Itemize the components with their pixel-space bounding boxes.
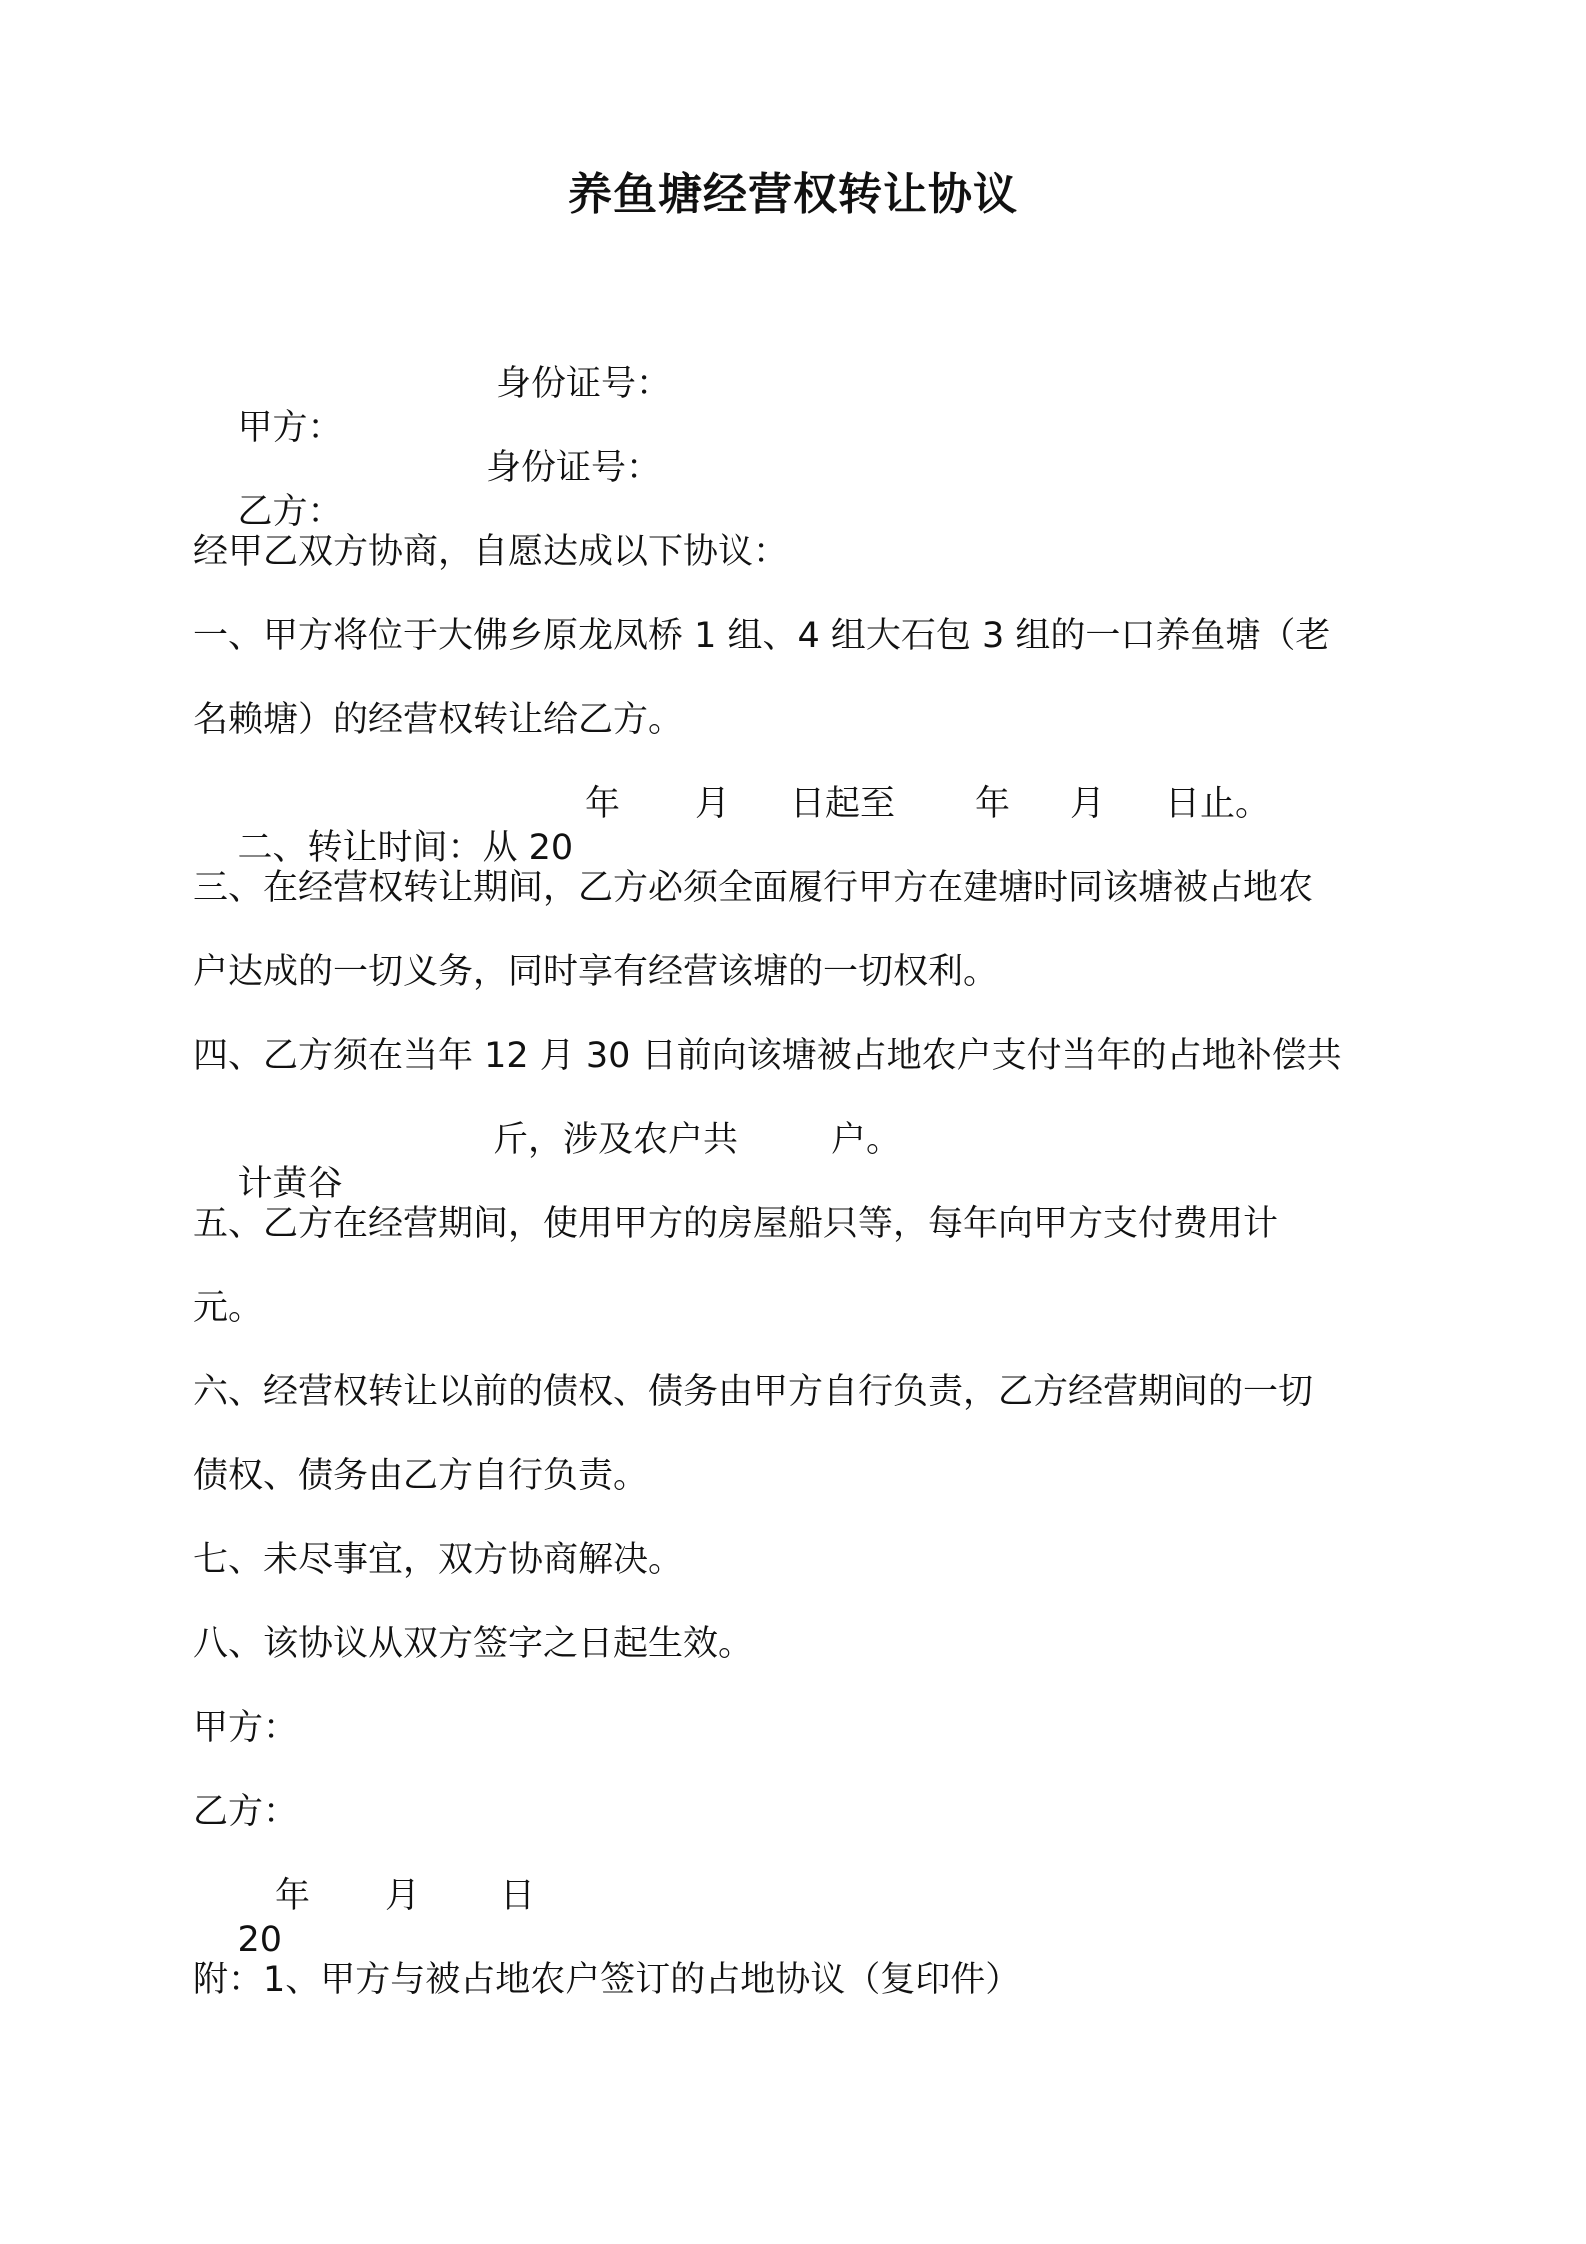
clause-3-line-1: 三、在经营权转让期间，乙方必须全面履行甲方在建塘时同该塘被占地农 [193, 868, 1314, 908]
date-day-unit: 日 [500, 1876, 536, 1916]
signature-party-a: 甲方： [193, 1708, 299, 1748]
clause-5-line-2: 元。 [193, 1288, 264, 1328]
clause-8: 八、该协议从双方签字之日起生效。 [193, 1624, 754, 1664]
clause-2-day-2: 日止。 [1165, 784, 1271, 824]
attachment-note: 附：1、甲方与被占地农户签订的占地协议（复印件） [193, 1960, 1021, 2000]
clause-2-prefix: 二、转让时间：从 20 [237, 828, 574, 868]
signature-date [193, 1874, 793, 2138]
clause-1-line-1: 一、甲方将位于大佛乡原龙凤桥 1 组、4 组大石包 3 组的一口养鱼塘（老 [193, 616, 1331, 656]
clause-7: 七、未尽事宜，双方协商解决。 [193, 1540, 684, 1580]
signature-party-b: 乙方： [193, 1792, 299, 1832]
clause-4-line-1: 四、乙方须在当年 12 月 30 日前向该塘被占地农户支付当年的占地补偿共 [193, 1036, 1342, 1076]
clause-2-day-1: 日起至 [790, 784, 896, 824]
party-b-label: 乙方： [237, 492, 343, 532]
clause-3-line-2: 户达成的一切义务，同时享有经营该塘的一切权利。 [193, 952, 999, 992]
intro-text: 经甲乙双方协商，自愿达成以下协议： [193, 532, 789, 572]
clause-6-line-1: 六、经营权转让以前的债权、债务由甲方自行负责，乙方经营期间的一切 [193, 1372, 1314, 1412]
clause-4-grain-label: 计黄谷 [237, 1164, 343, 1204]
date-year-unit: 年 [275, 1876, 311, 1916]
document-title: 养鱼塘经营权转让协议 [568, 169, 1018, 220]
party-b-id-label: 身份证号： [486, 448, 662, 488]
party-a-label: 甲方： [237, 408, 343, 448]
clause-2-year-2: 年 [975, 784, 1011, 824]
clause-1-line-2: 名赖塘）的经营权转让给乙方。 [193, 700, 684, 740]
clause-6-line-2: 债权、债务由乙方自行负责。 [193, 1456, 649, 1496]
clause-2-month-2: 月 [1070, 784, 1106, 824]
clause-4-households-unit: 户。 [831, 1120, 902, 1160]
clause-5-line-1: 五、乙方在经营期间，使用甲方的房屋船只等，每年向甲方支付费用计 [193, 1204, 1279, 1244]
date-year: 20 [237, 1920, 283, 1960]
date-month-unit: 月 [385, 1876, 421, 1916]
clause-2-month-1: 月 [695, 784, 731, 824]
party-a-id-label: 身份证号： [496, 364, 672, 404]
clause-4-households-label: 斤，涉及农户共 [493, 1120, 739, 1160]
clause-2-year-1: 年 [585, 784, 621, 824]
